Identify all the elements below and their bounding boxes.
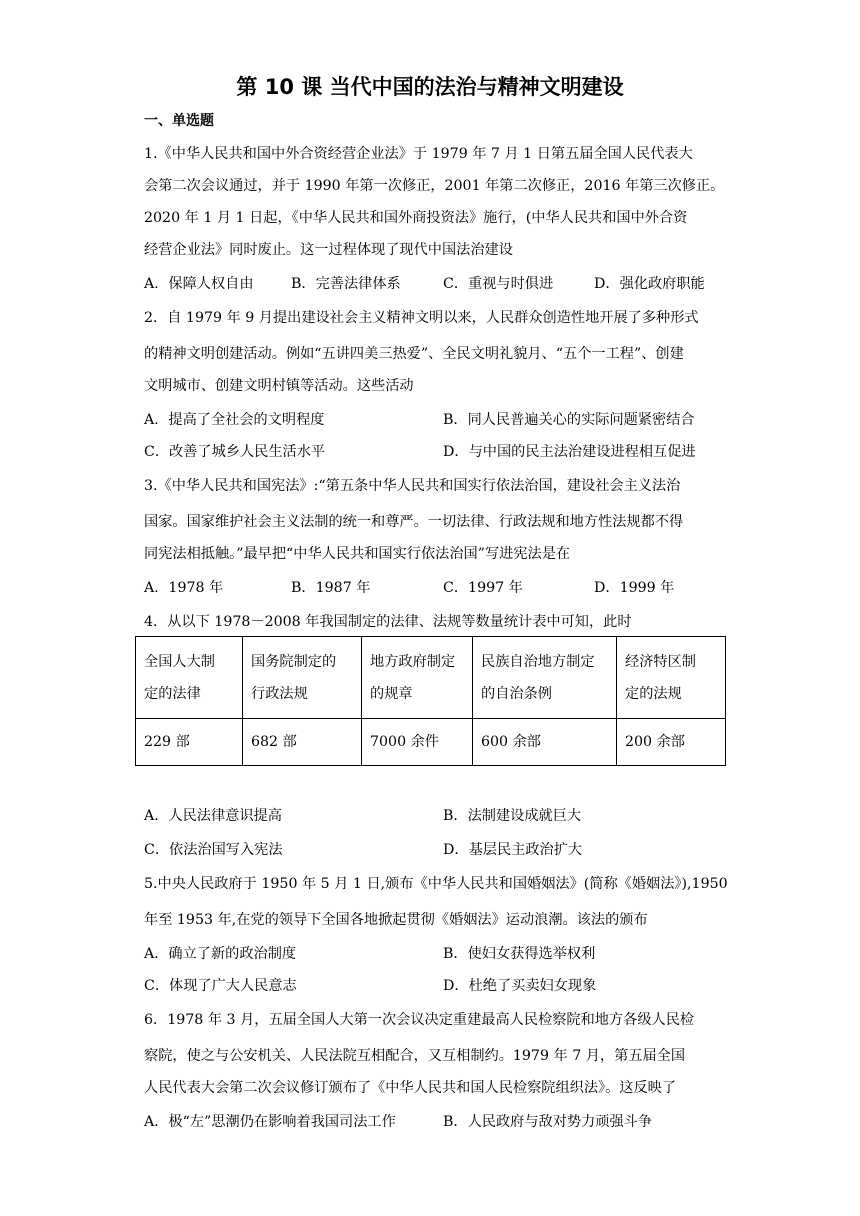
table-header-cell: 经济特区制 定的法规	[617, 637, 726, 719]
option-b: B．使妇女获得选举权利	[443, 946, 596, 962]
question-text-line: 6．1978 年 3 月，五届全国人大第一次会议决定重建最高人民检察院和地方各级人民检	[144, 1012, 695, 1028]
question-text-line: 文明城市、创建文明村镇等活动。这些活动	[144, 378, 414, 394]
question-text-line: 3.《中华人民共和国宪法》:“第五条中华人民共和国实行依法治国，建设社会主义法治	[144, 478, 681, 494]
question-text-line: 2．自 1979 年 9 月提出建设社会主义精神文明以来，人民群众创造性地开展了多种形式	[144, 310, 699, 326]
option-d: D．强化政府职能	[594, 276, 705, 292]
question-text-line: 察院，使之与公安机关、人民法院互相配合，又互相制约。1979 年 7 月，第五届全国	[144, 1048, 686, 1064]
table-header-cell: 全国人大制 定的法律	[136, 637, 243, 719]
option-c: C．依法治国写入宪法	[144, 842, 283, 858]
option-c: C．重视与时俱进	[443, 276, 554, 292]
option-d: D．杜绝了买卖妇女现象	[443, 978, 597, 994]
option-b: B．人民政府与敌对势力顽强斗争	[443, 1114, 653, 1130]
option-b: B．完善法律体系	[291, 276, 401, 292]
table-cell: 7000 余件	[362, 719, 473, 766]
option-a: A．提高了全社会的文明程度	[144, 412, 325, 428]
option-a: A．人民法律意识提高	[144, 808, 282, 824]
question-text-line: 1.《中华人民共和国中外合资经营企业法》于 1979 年 7 月 1 日第五届全国人民代表大	[144, 146, 693, 162]
table-header-cell: 民族自治地方制定 的自治条例	[473, 637, 617, 719]
option-d: D．1999 年	[594, 580, 675, 596]
question-text-line: 的精神文明创建活动。例如“五讲四美三热爱”、全民文明礼貌月、“五个一工程”、创建	[144, 346, 684, 362]
option-a: A．极“左”思潮仍在影响着我国司法工作	[144, 1114, 396, 1130]
table-cell: 229 部	[136, 719, 243, 766]
question-text-line: 经营企业法》同时废止。这一过程体现了现代中国法治建设	[144, 242, 513, 258]
table-header-cell: 地方政府制定 的规章	[362, 637, 473, 719]
question-text-line: 会第二次会议通过，并于 1990 年第一次修正，2001 年第二次修正，2016 年第三次修正。	[144, 178, 725, 194]
option-c: C．1997 年	[443, 580, 523, 596]
option-b: B．1987 年	[291, 580, 371, 596]
option-d: D．基层民主政治扩大	[443, 842, 583, 858]
question-text-line: 2020 年 1 月 1 日起，《中华人民共和国外商投资法》施行，(中华人民共和国中外合资	[144, 210, 688, 226]
table-cell: 682 部	[243, 719, 362, 766]
question-text-line: 人民代表大会第二次会议修订颁布了《中华人民共和国人民检察院组织法》。这反映了	[144, 1080, 677, 1096]
question-text-line: 4．从以下 1978－2008 年我国制定的法律、法规等数量统计表中可知，此时	[144, 614, 632, 630]
question-text-line: 国家。国家维护社会主义法制的统一和尊严。一切法律、行政法规和地方性法规都不得	[144, 514, 684, 530]
option-a: A．确立了新的政治制度	[144, 946, 297, 962]
page-title: 第 10 课 当代中国的法治与精神文明建设	[236, 75, 624, 99]
option-c: C．体现了广大人民意志	[144, 978, 297, 994]
option-a: A．保障人权自由	[144, 276, 254, 292]
option-b: B．同人民普遍关心的实际问题紧密结合	[443, 412, 695, 428]
table-header-cell: 国务院制定的 行政法规	[243, 637, 362, 719]
table-cell: 200 余部	[617, 719, 726, 766]
question-text-line: 5.中央人民政府于 1950 年 5 月 1 日,颁布《中华人民共和国婚姻法》(简称《婚姻法》),1950	[144, 876, 728, 892]
question-text-line: 年至 1953 年,在党的领导下全国各地掀起贯彻《婚姻法》运动浪潮。该法的颁布	[144, 912, 648, 928]
section-heading: 一、单选题	[144, 113, 214, 129]
option-a: A．1978 年	[144, 580, 224, 596]
table-header-row	[136, 637, 726, 719]
table-cell: 600 余部	[473, 719, 617, 766]
option-b: B．法制建设成就巨大	[443, 808, 582, 824]
option-d: D．与中国的民主法治建设进程相互促进	[443, 444, 696, 460]
question-text-line: 同宪法相抵触。”最早把“中华人民共和国实行依法治国”写进宪法是在	[144, 546, 571, 562]
statistics-table	[135, 636, 726, 766]
option-c: C．改善了城乡人民生活水平	[144, 444, 326, 460]
table-row	[136, 719, 726, 766]
